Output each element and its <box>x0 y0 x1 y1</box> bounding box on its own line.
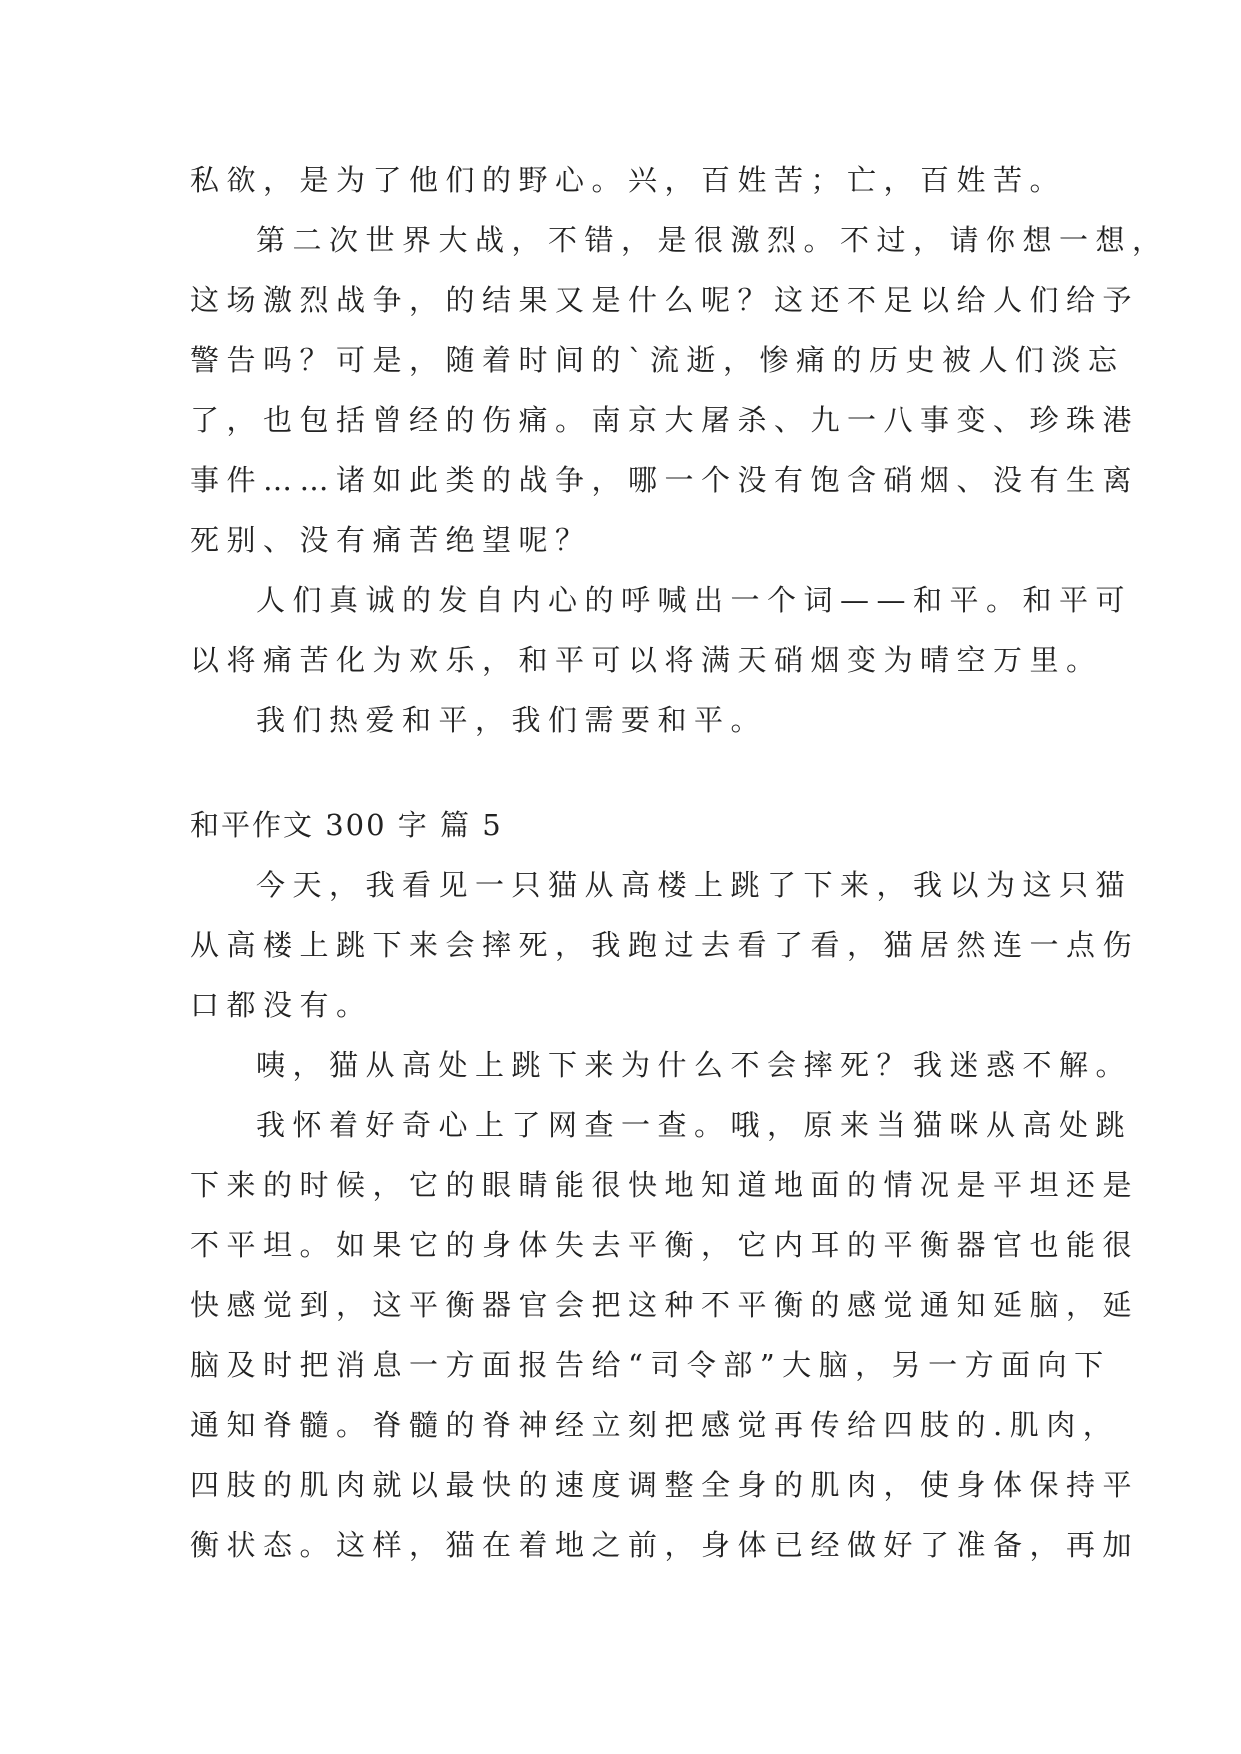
paragraph-line: 事件……诸如此类的战争，哪一个没有饱含硝烟、没有生离 <box>190 463 1140 497</box>
paragraph-line: 第二次世界大战，不错，是很激烈。不过，请你想一想， <box>256 223 1169 257</box>
paragraph-line: 不平坦。如果它的身体失去平衡，它内耳的平衡器官也能很 <box>190 1228 1140 1262</box>
paragraph-line: 脑及时把消息一方面报告给“司令部”大脑，另一方面向下 <box>190 1348 1111 1382</box>
paragraph-line: 我们热爱和平，我们需要和平。 <box>256 703 768 737</box>
paragraph-line: 人们真诚的发自内心的呼喊出一个词——和平。和平可 <box>256 583 1133 617</box>
paragraph-line: 我怀着好奇心上了网查一查。哦，原来当猫咪从高处跳 <box>256 1108 1133 1142</box>
paragraph-line: 衡状态。这样，猫在着地之前，身体已经做好了准备，再加 <box>190 1528 1140 1562</box>
section-heading: 和平作文 300 字 篇 5 <box>190 808 503 842</box>
paragraph-line: 了，也包括曾经的伤痛。南京大屠杀、九一八事变、珍珠港 <box>190 403 1140 437</box>
paragraph-line: 警告吗？可是，随着时间的`流逝，惨痛的历史被人们淡忘 <box>190 343 1125 377</box>
paragraph-line: 下来的时候，它的眼睛能很快地知道地面的情况是平坦还是 <box>190 1168 1140 1202</box>
paragraph-line: 四肢的肌肉就以最快的速度调整全身的肌肉，使身体保持平 <box>190 1468 1140 1502</box>
paragraph-line: 死别、没有痛苦绝望呢？ <box>190 523 592 557</box>
paragraph-line: 从高楼上跳下来会摔死，我跑过去看了看，猫居然连一点伤 <box>190 928 1140 962</box>
paragraph-line: 咦，猫从高处上跳下来为什么不会摔死？我迷惑不解。 <box>256 1048 1133 1082</box>
paragraph-line: 口都没有。 <box>190 988 373 1022</box>
paragraph-line: 通知脊髓。脊髓的脊神经立刻把感觉再传给四肢的.肌肉， <box>190 1408 1120 1442</box>
paragraph-line: 这场激烈战争，的结果又是什么呢？这还不足以给人们给予 <box>190 283 1140 317</box>
paragraph-line: 私欲，是为了他们的野心。兴，百姓苦；亡，百姓苦。 <box>190 163 1067 197</box>
paragraph-line: 今天，我看见一只猫从高楼上跳了下来，我以为这只猫 <box>256 868 1133 902</box>
paragraph-line: 快感觉到，这平衡器官会把这种不平衡的感觉通知延脑，延 <box>190 1288 1140 1322</box>
paragraph-line: 以将痛苦化为欢乐，和平可以将满天硝烟变为晴空万里。 <box>190 643 1103 677</box>
